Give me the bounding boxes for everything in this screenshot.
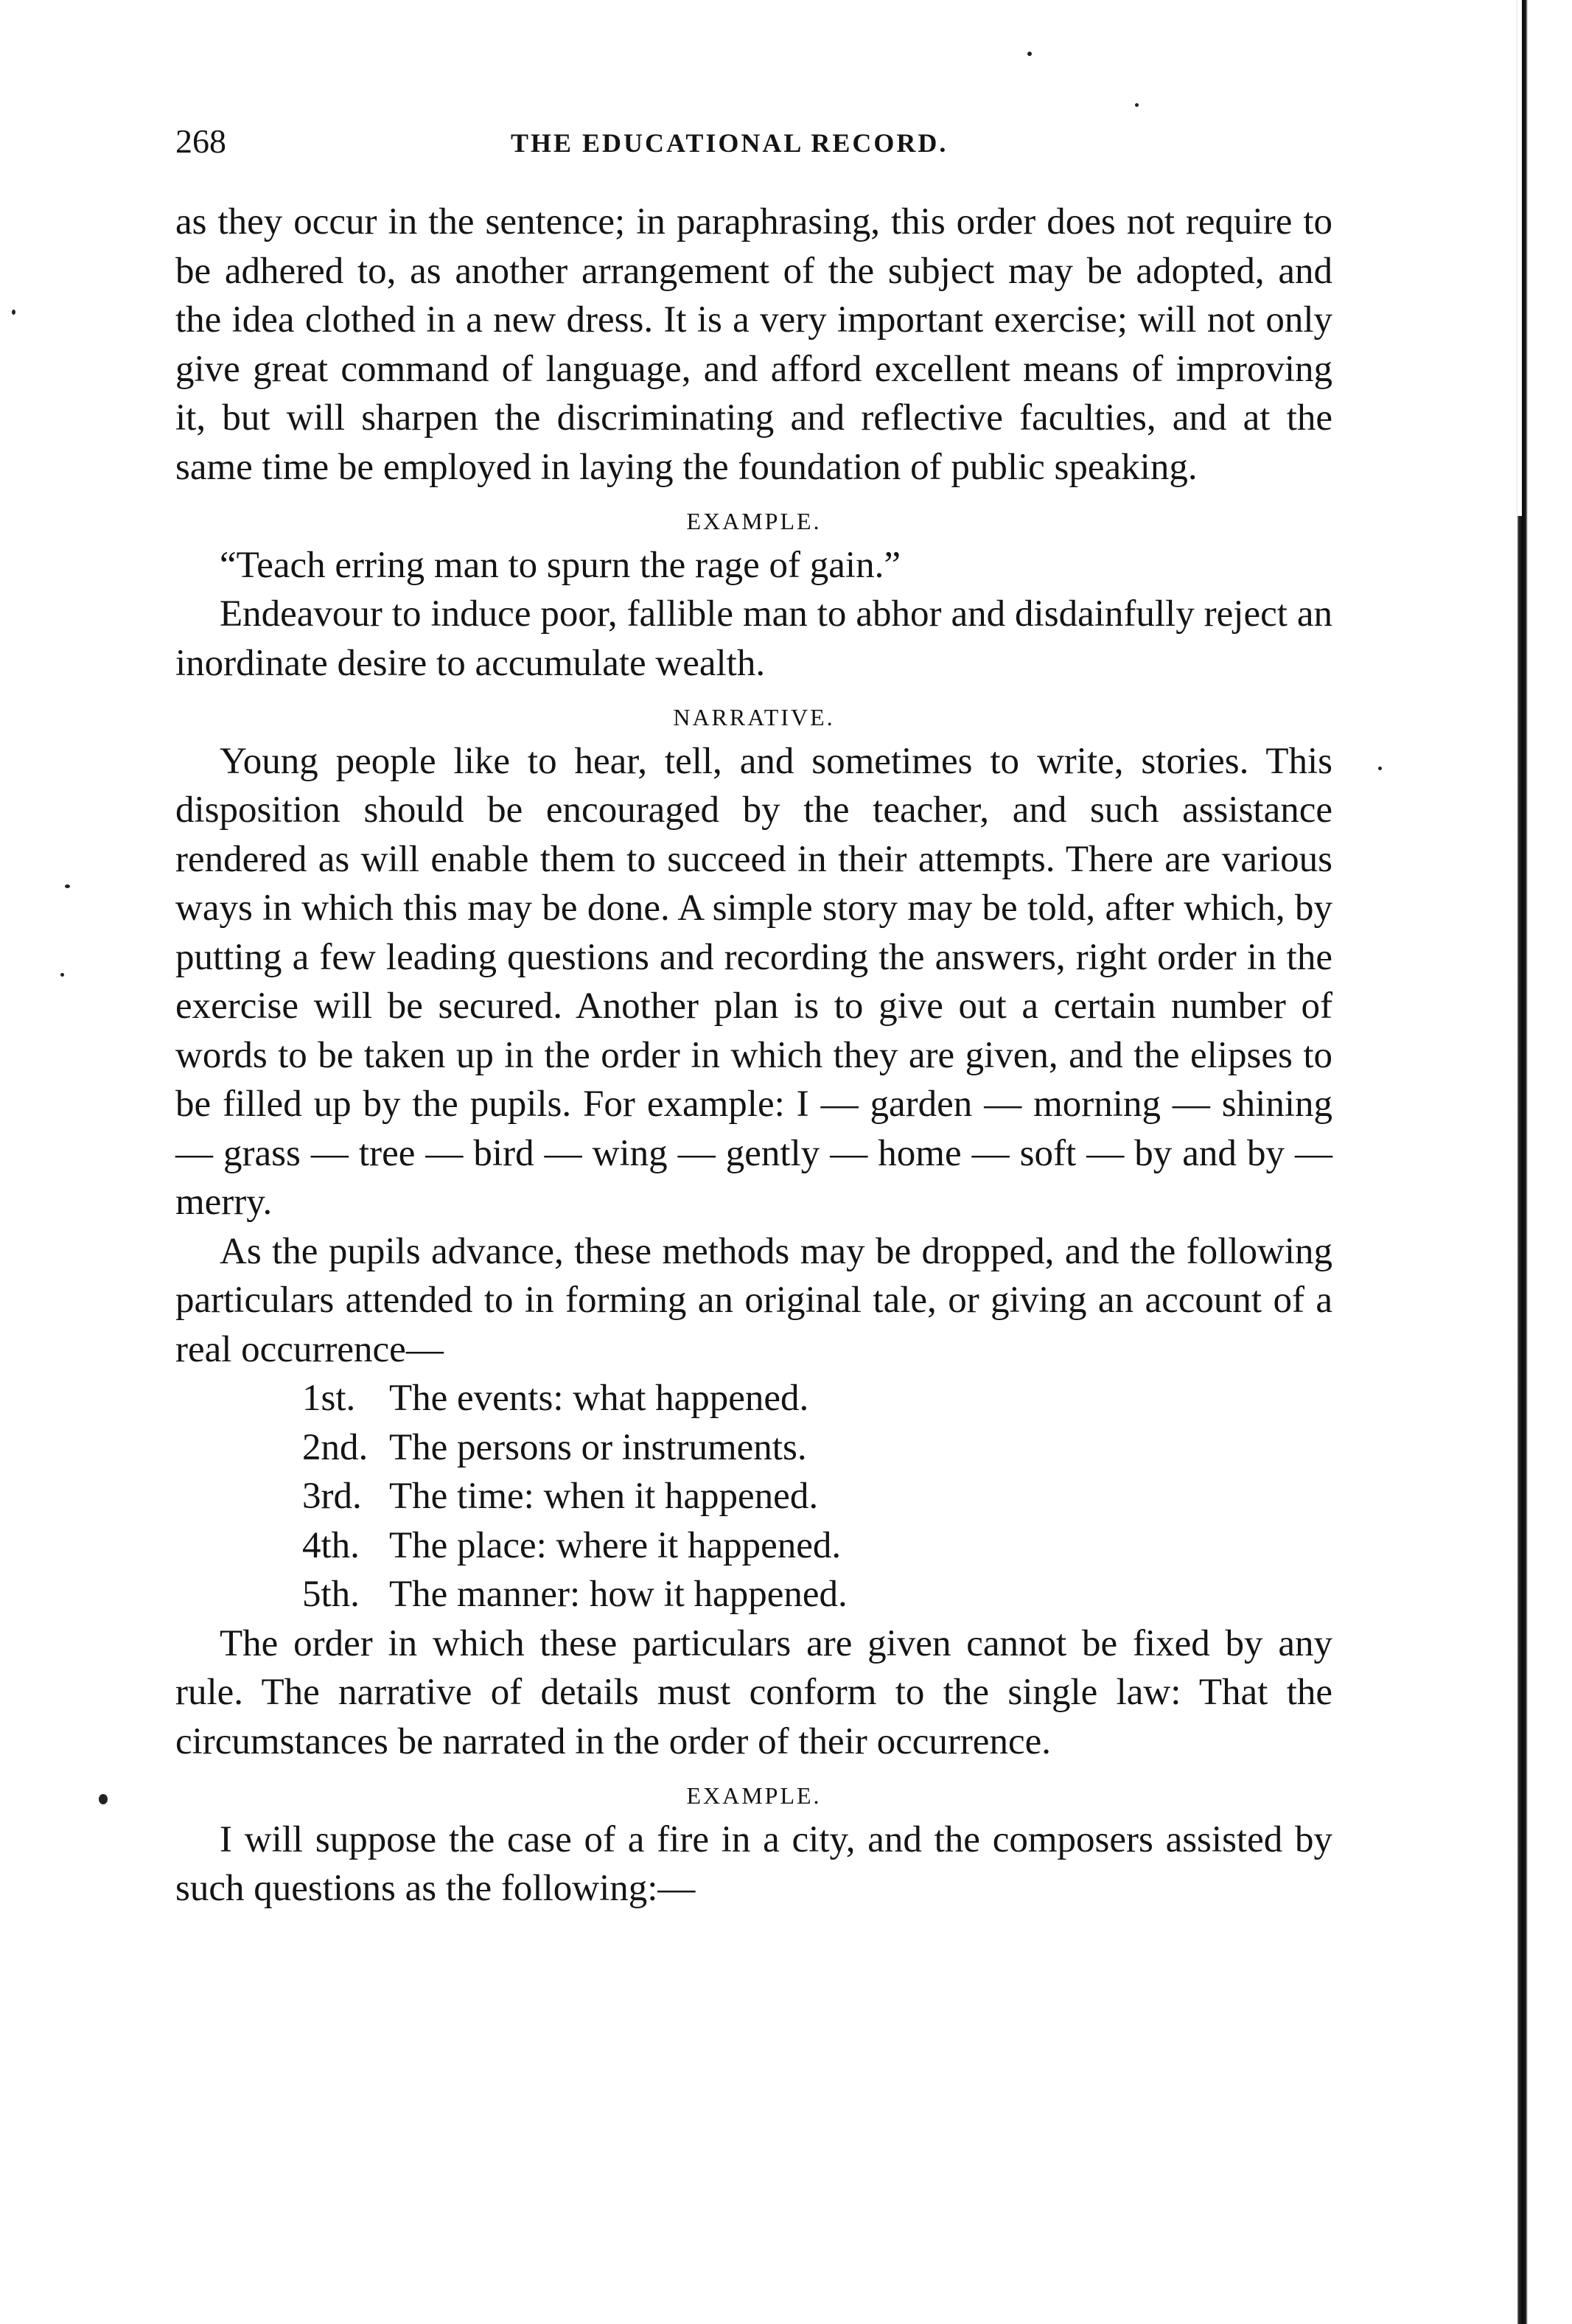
list-ordinal: 3rd. xyxy=(302,1476,362,1517)
list-text: The manner: how it happened. xyxy=(389,1574,848,1615)
running-head: THE EDUCATIONAL RECORD. xyxy=(511,128,949,158)
list-text: The time: when it happened. xyxy=(389,1476,819,1517)
narrative-paragraph-3: The order in which these particulars are given cannot be fixed by any rule. The narrative of details must conform to the single law: That the circumstances be narrated in the order of their occurrence. xyxy=(175,1622,1332,1762)
final-paragraph: I will suppose the case of a fire in a city, and the composers assisted by such questions as the following:— xyxy=(175,1818,1332,1909)
list-item xyxy=(175,1374,1332,1423)
narrative-paragraph-1: Young people like to hear, tell, and sometimes to write, stories. This disposition should be encouraged by the teacher, and such assistance rendered as will enable them to succeed in their attempts. There are various ways in which this may be done. A simple story may be told, after which, by putting a few leading questions and recording the answers, right order in the exercise will be secured. Another plan is to give out a certain number of words to be taken up in the order in which they are given, and the elipses to be filled up by the pupils. For example: I — garden — morning — shining — grass — tree — bird — wing — gently — home — soft — by and by — merry. xyxy=(175,740,1332,1223)
print-speck xyxy=(12,310,15,315)
list-item xyxy=(175,1472,1332,1521)
list-item xyxy=(175,1570,1332,1619)
print-speck xyxy=(1378,767,1382,770)
binding-edge-gap xyxy=(1517,0,1522,516)
print-speck xyxy=(1135,103,1139,107)
example-heading-2: EXAMPLE. xyxy=(686,1782,822,1809)
example-heading: EXAMPLE. xyxy=(686,508,822,534)
narrative-paragraph-2: As the pupils advance, these methods may be dropped, and the following particulars attended to in forming an original tale, or giving an account of a real occurrence— xyxy=(175,1230,1332,1370)
page-header xyxy=(175,119,1332,164)
particulars-list xyxy=(175,1374,1332,1619)
list-ordinal: 2nd. xyxy=(302,1426,368,1468)
list-text: The persons or instruments. xyxy=(389,1426,807,1468)
paraphrase-example: Endeavour to induce poor, fallible man to abhor and disdainfully reject an inordinate desire to accumulate wealth. xyxy=(175,593,1332,684)
list-ordinal: 5th. xyxy=(302,1574,360,1615)
page-number: 268 xyxy=(175,122,226,160)
list-ordinal: 4th. xyxy=(302,1524,360,1566)
list-item xyxy=(175,1521,1332,1571)
list-item xyxy=(175,1423,1332,1473)
quotation: “Teach erring man to spurn the rage of gain.” xyxy=(220,544,901,586)
paraphrase-paragraph: as they occur in the sentence; in paraphrasing, this order does not require to be adhered to, as another arrangement of the subject may be adopted, and the idea clothed in a new dress. It is a very important exercise; will not only give great command of language, and afford excellent means of improving it, but will sharpen the discriminating and reflective faculties, and at the same time be employed in laying the foundation of public speaking. xyxy=(175,201,1332,488)
body-text xyxy=(175,198,1332,1913)
print-speck xyxy=(65,884,70,888)
print-speck xyxy=(1027,52,1032,56)
list-text: The events: what happened. xyxy=(389,1378,809,1419)
print-speck xyxy=(60,973,64,977)
list-text: The place: where it happened. xyxy=(389,1524,842,1566)
print-speck xyxy=(99,1794,108,1804)
narrative-heading: NARRATIVE. xyxy=(673,704,835,730)
list-ordinal: 1st. xyxy=(302,1378,356,1419)
